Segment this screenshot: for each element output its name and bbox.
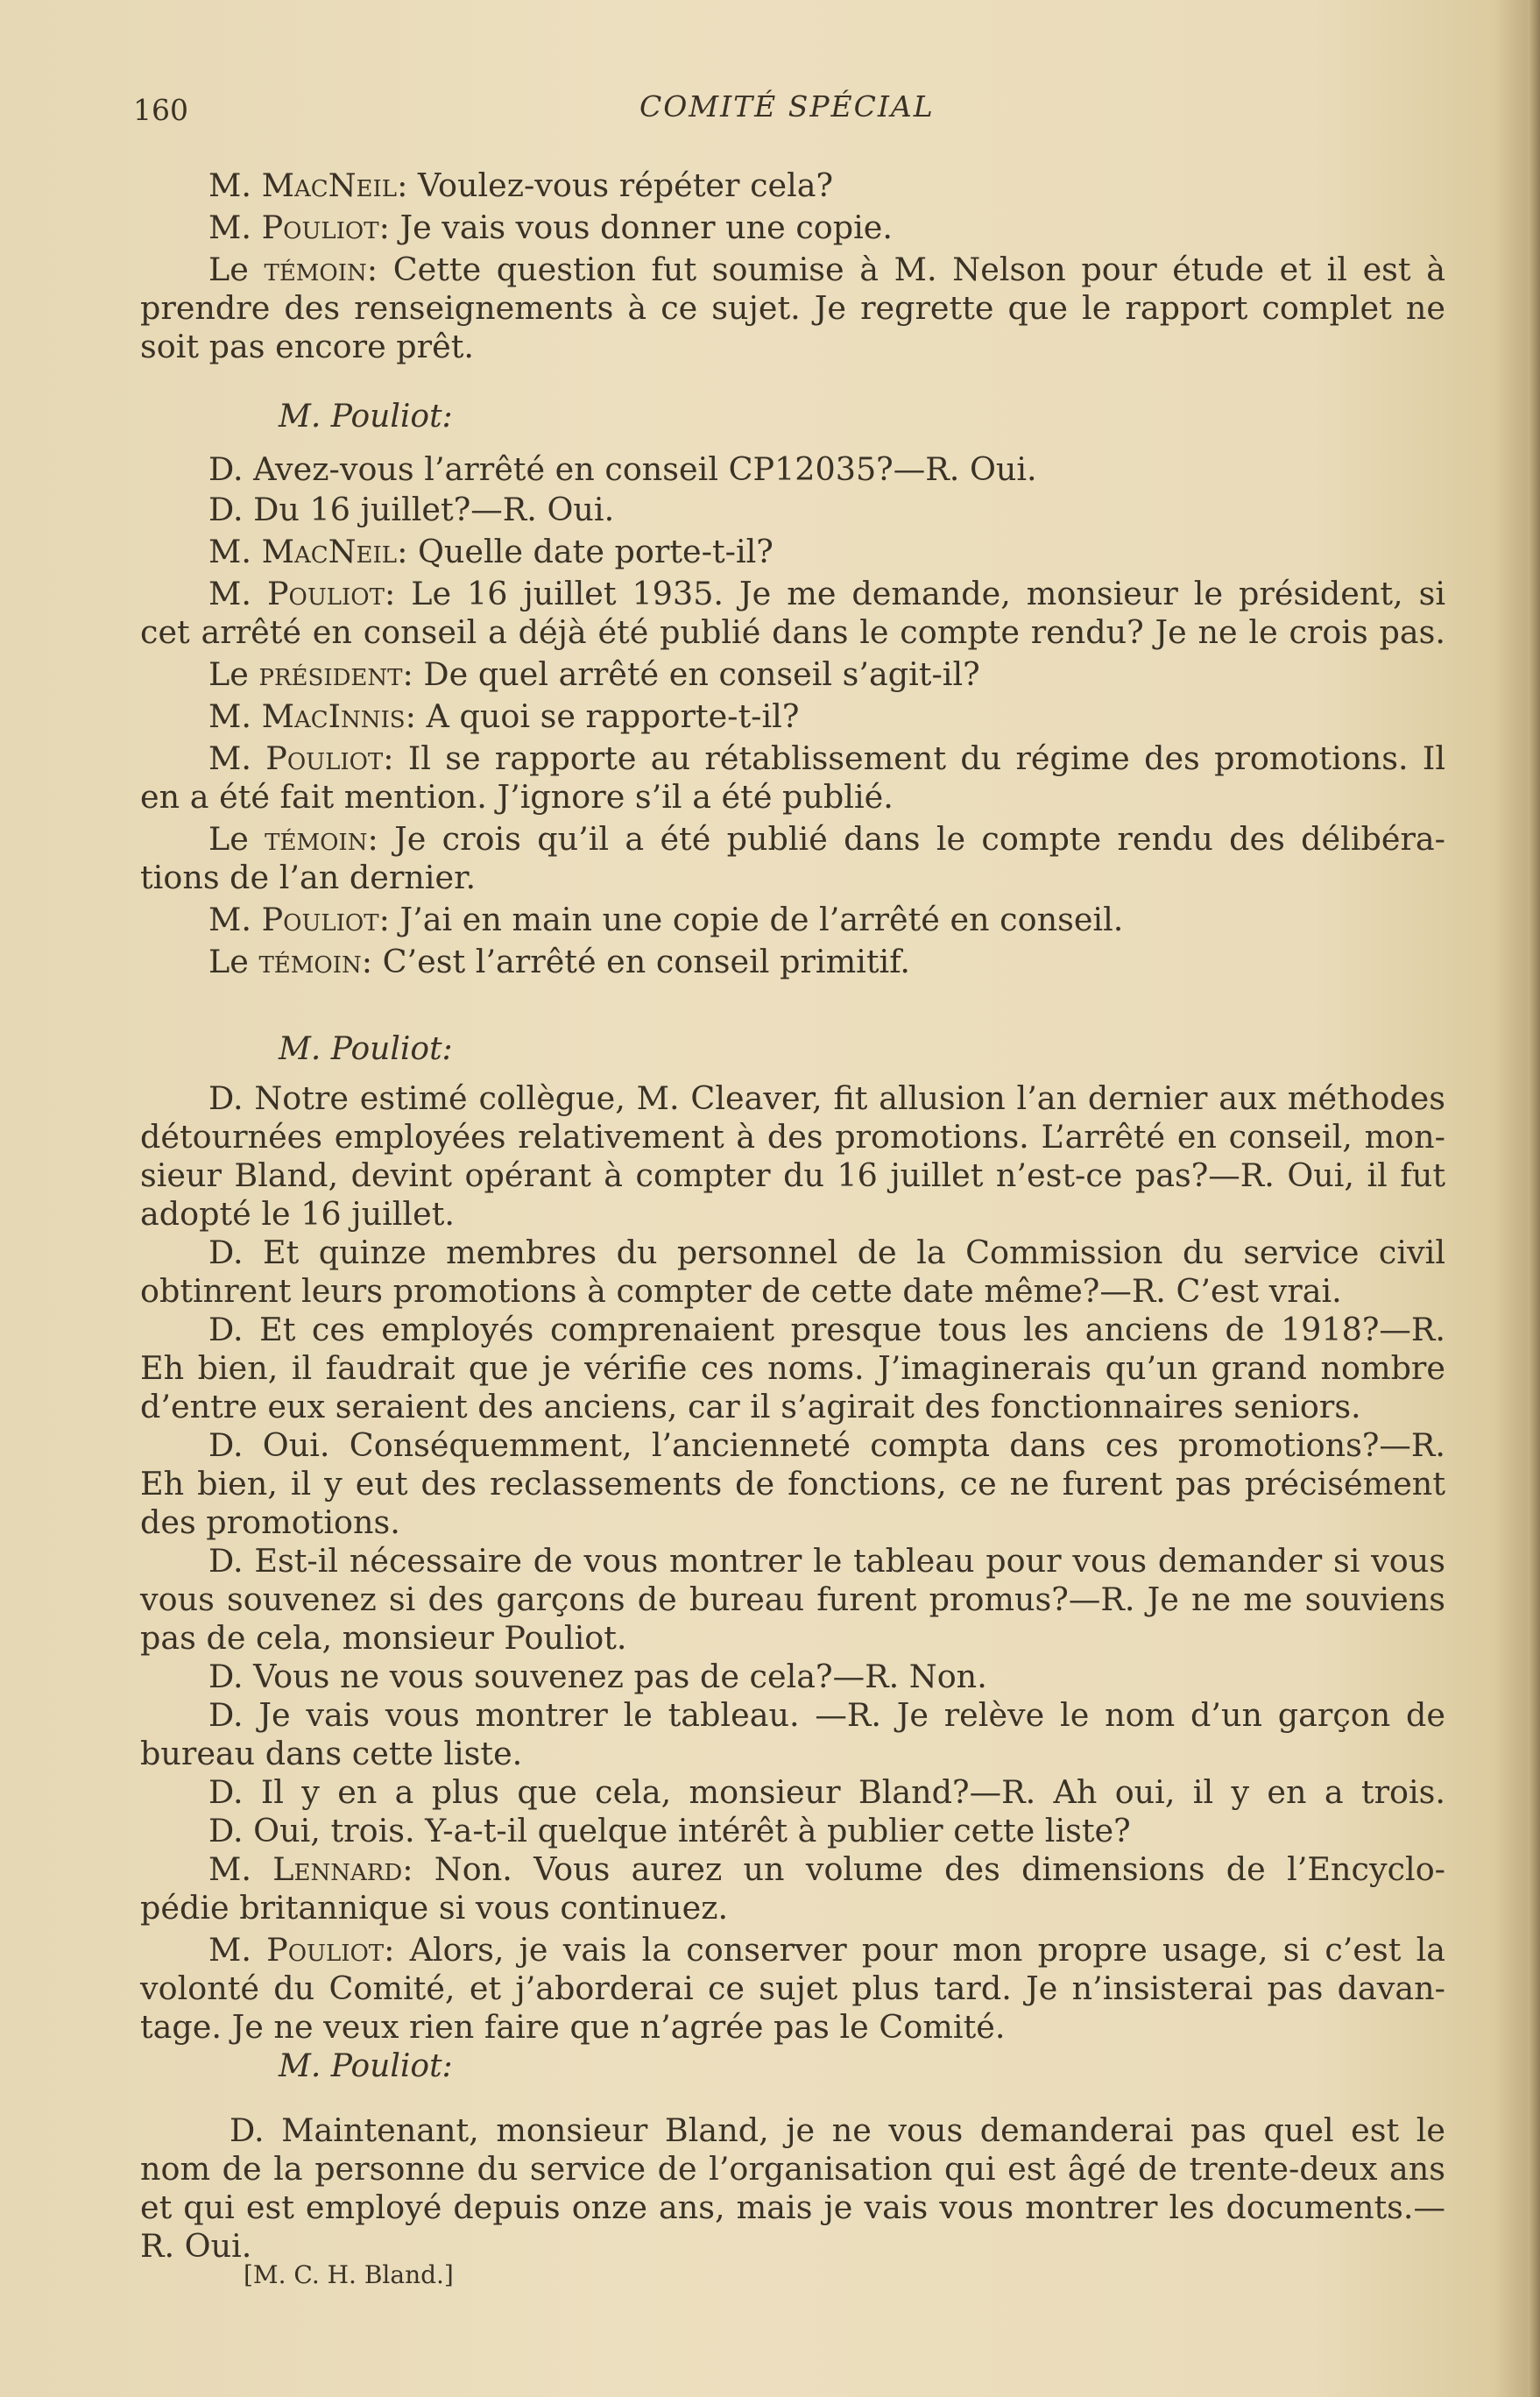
- running-title: COMITÉ SPÉCIAL: [639, 89, 935, 124]
- text-line: D. Vous ne vous souvenez pas de cela?—R. Non.: [208, 1658, 987, 1695]
- text-line: obtinrent leurs promotions à compter de cette date même?—R. C’est vrai.: [140, 1272, 1342, 1310]
- speaker-name: Pouliot: [261, 209, 379, 246]
- speaker-name: témoin: [264, 251, 367, 288]
- text-line: M. Pouliot: J’ai en main une copie de l’arrêté en conseil.: [208, 901, 1124, 938]
- text-line: Le témoin: C’est l’arrêté en conseil primitif.: [208, 943, 911, 980]
- speaker-name: Pouliot: [261, 901, 379, 938]
- text-line: Le témoin: Je crois qu’il a été publié dans le compte rendu des délibéra-: [208, 820, 1445, 858]
- speaker-name: Lennard: [272, 1850, 403, 1888]
- text-line: tage. Je ne veux rien faire que n’agrée pas le Comité.: [140, 2008, 1006, 2046]
- text-line: Le témoin: Cette question fut soumise à M. Nelson pour étude et il est à: [208, 251, 1445, 288]
- section-subheading: M. Pouliot:: [279, 2048, 453, 2084]
- text-line: pas de cela, monsieur Pouliot.: [140, 1619, 627, 1657]
- speaker-name: MacInnis: [261, 697, 406, 735]
- text-line: d’entre eux seraient des anciens, car il s’agirait des fonctionnaires seniors.: [140, 1388, 1361, 1425]
- text-line: tions de l’an dernier.: [140, 859, 477, 896]
- speaker-name: Pouliot: [266, 1931, 385, 1969]
- text-line: D. Notre estimé collègue, M. Cleaver, fit allusion l’an dernier aux méthodes: [208, 1079, 1445, 1117]
- text-line: M. MacInnis: A quoi se rapporte-t-il?: [208, 697, 800, 735]
- text-line: nom de la personne du service de l’organisation qui est âgé de trente-deux ans: [140, 2150, 1445, 2188]
- speaker-name: MacNeil: [261, 166, 398, 204]
- text-line: sieur Bland, devint opérant à compter du 16 juillet n’est-ce pas?—R. Oui, il fut: [140, 1156, 1445, 1194]
- text-line: Eh bien, il y eut des reclassements de fonctions, ce ne furent pas précisément: [140, 1465, 1445, 1503]
- text-line: D. Est-il nécessaire de vous montrer le tableau pour vous demander si vous: [208, 1542, 1445, 1580]
- text-line: des promotions.: [140, 1503, 400, 1541]
- speaker-name: témoin: [258, 943, 362, 980]
- text-line: vous souvenez si des garçons de bureau furent promus?—R. Je ne me souviens: [140, 1580, 1445, 1618]
- text-line: Le président: De quel arrêté en conseil s’agit-il?: [208, 655, 980, 693]
- text-line: prendre des renseignements à ce sujet. Je regrette que le rapport complet ne: [140, 289, 1445, 327]
- text-line: M. Lennard: Non. Vous aurez un volume des dimensions de l’Encyclo-: [208, 1850, 1445, 1888]
- text-line: détournées employées relativement à des promotions. L’arrêté en conseil, mon-: [140, 1118, 1445, 1156]
- speaker-name: MacNeil: [261, 533, 398, 570]
- text-line: D. Du 16 juillet?—R. Oui.: [208, 491, 615, 528]
- text-line: adopté le 16 juillet.: [140, 1195, 455, 1233]
- text-line: D. Avez-vous l’arrêté en conseil CP12035?—R. Oui.: [208, 450, 1037, 488]
- section-subheading: M. Pouliot:: [279, 1031, 453, 1067]
- page-edge-shadow: [1528, 0, 1540, 2397]
- text-line: D. Et quinze membres du personnel de la Commission du service civil: [208, 1234, 1445, 1271]
- text-line: bureau dans cette liste.: [140, 1735, 523, 1772]
- speaker-name: Pouliot: [266, 575, 385, 612]
- text-line: en a été fait mention. J’ignore s’il a été publié.: [140, 778, 894, 816]
- text-line: D. Oui, trois. Y-a-t-il quelque intérêt à publier cette liste?: [208, 1812, 1131, 1849]
- text-line: pédie britannique si vous continuez.: [140, 1889, 729, 1927]
- text-line: M. Pouliot: Il se rapporte au rétablissement du régime des promotions. Il: [208, 739, 1445, 777]
- text-line: D. Il y en a plus que cela, monsieur Bland?—R. Ah oui, il y en a trois.: [208, 1773, 1445, 1811]
- text-line: et qui est employé depuis onze ans, mais je vais vous montrer les documents.—: [140, 2188, 1445, 2226]
- text-line: M. MacNeil: Quelle date porte-t-il?: [208, 533, 774, 570]
- speaker-name: Pouliot: [265, 739, 384, 777]
- text-line: M. Pouliot: Je vais vous donner une copie.: [208, 209, 894, 246]
- text-line: M. Pouliot: Le 16 juillet 1935. Je me demande, monsieur le président, si: [208, 575, 1445, 612]
- text-line: M. MacNeil: Voulez-vous répéter cela?: [208, 166, 834, 204]
- text-line: cet arrêté en conseil a déjà été publié dans le compte rendu? Je ne le crois pas.: [140, 613, 1445, 651]
- page-number: 160: [133, 93, 188, 127]
- text-line: D. Oui. Conséquemment, l’ancienneté compta dans ces promotions?—R.: [208, 1426, 1445, 1464]
- text-line: D. Et ces employés comprenaient presque tous les anciens de 1918?—R.: [208, 1311, 1445, 1348]
- speaker-name: témoin: [265, 820, 368, 858]
- text-line: Eh bien, il faudrait que je vérifie ces noms. J’imaginerais qu’un grand nombre: [140, 1349, 1445, 1387]
- text-line: M. Pouliot: Alors, je vais la conserver pour mon propre usage, si c’est la: [208, 1931, 1446, 1969]
- speaker-name: président: [258, 655, 403, 693]
- text-line: soit pas encore prêt.: [140, 328, 474, 365]
- text-line: volonté du Comité, et j’aborderai ce sujet plus tard. Je n’insisterai pas davan-: [140, 1969, 1445, 2007]
- text-line: D. Je vais vous montrer le tableau. —R. Je relève le nom d’un garçon de: [208, 1696, 1445, 1734]
- section-subheading: M. Pouliot:: [279, 399, 453, 435]
- footer-note: [M. C. H. Bland.]: [244, 2260, 454, 2289]
- text-line: R. Oui.: [140, 2227, 252, 2265]
- text-line: D. Maintenant, monsieur Bland, je ne vous demanderai pas quel est le: [230, 2111, 1445, 2149]
